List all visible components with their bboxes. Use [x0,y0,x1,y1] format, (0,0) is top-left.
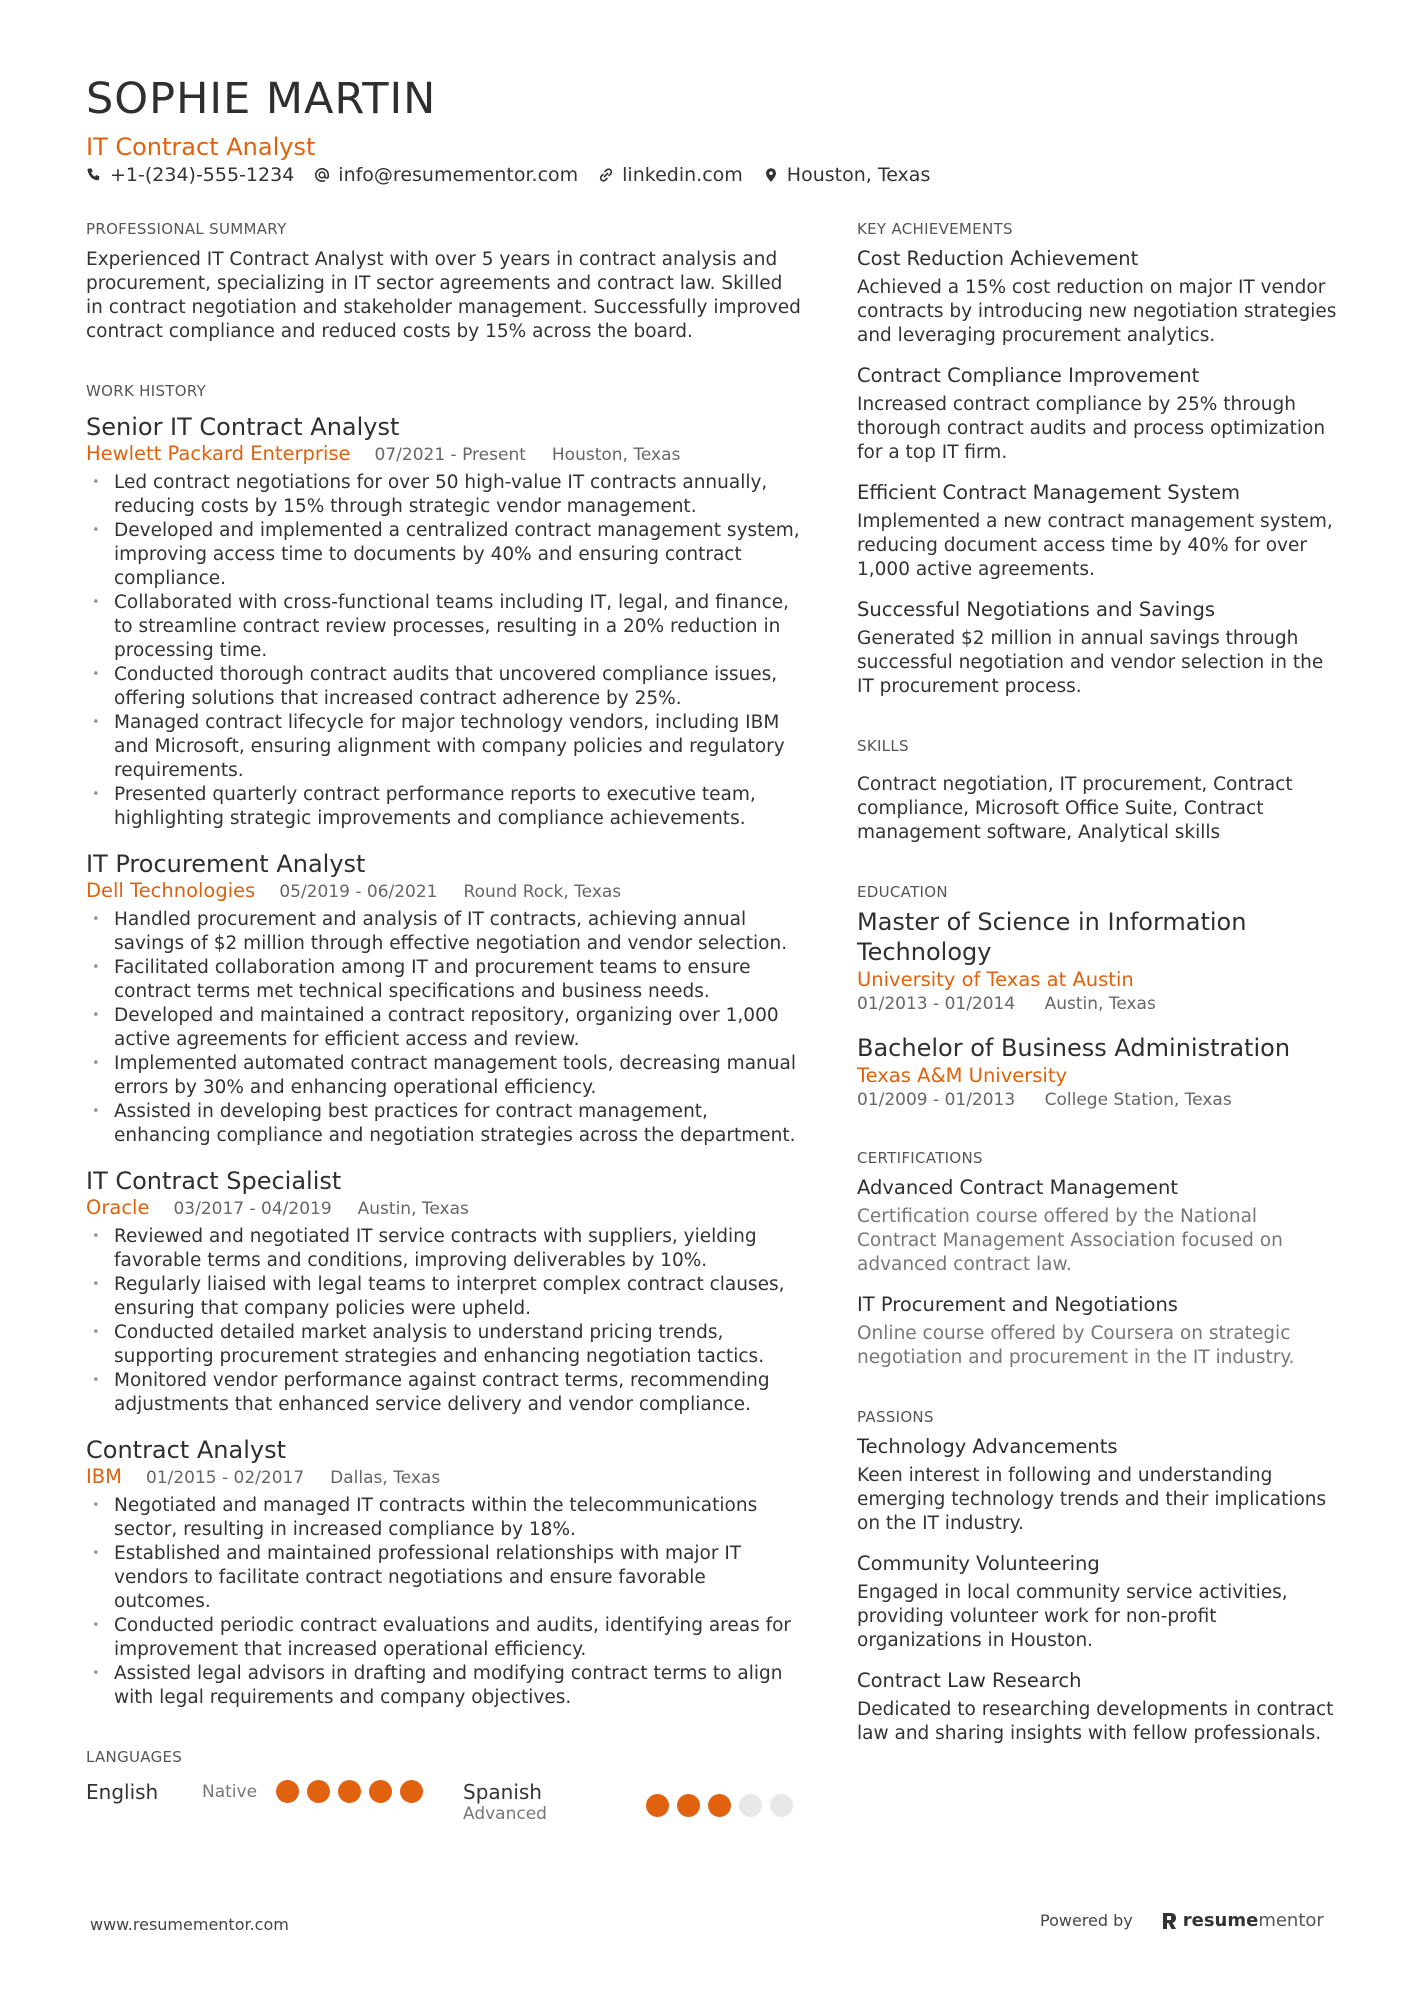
job-dates: 05/2019 - 06/2021 [279,882,438,902]
rating-dot [276,1780,299,1803]
achievements-heading: KEY ACHIEVEMENTS [857,220,1013,238]
achievement-title: Efficient Contract Management System [857,481,1240,504]
candidate-name: SOPHIE MARTIN [86,74,437,124]
skills-text: Contract negotiation, IT procurement, Contract compliance, Microsoft Office Suite, Contract management software, Analytical skills [857,774,1293,843]
job-title: Senior IT Contract Analyst [86,413,400,441]
achievement-item [857,363,1337,465]
job-bullet: • Conducted detailed market analysis to understand pricing trends, supporting procurement strategies and enhancing negotiation tactics. [86,1321,801,1369]
certifications-heading: CERTIFICATIONS [857,1149,983,1167]
degree-title: Master of Science in Information Technology [857,908,1247,966]
contact-location [763,164,931,186]
certification-item [857,1292,1337,1370]
achievement-title: Cost Reduction Achievement [857,247,1139,270]
passion-title: Community Volunteering [857,1552,1100,1575]
job-bullet: • Established and maintained professional relationships with major IT vendors to facilitate contract negotiations and ensure favorable outcomes. [86,1542,801,1614]
language-level: Advanced [463,1804,547,1824]
contact-linkedin[interactable] [598,164,743,186]
job-bullets [86,1225,801,1417]
education-location: Austin, Texas [1044,994,1156,1014]
job-title: IT Contract Specialist [86,1167,342,1195]
rating-dot [307,1780,330,1803]
candidate-role: IT Contract Analyst [86,133,316,161]
resumementor-logo-icon [1161,1912,1177,1930]
education-item [857,1033,1337,1111]
job-bullets [86,908,801,1148]
location-text: Houston, Texas [786,164,931,186]
job-entry [86,849,801,1148]
job-bullet: • Collaborated with cross-functional teams including IT, legal, and finance, to streamline contract review processes, resulting in a 20% reduction in processing time. [86,591,801,663]
job-title: IT Procurement Analyst [86,850,366,878]
powered-by-text: Powered by [1040,1911,1133,1930]
achievement-text: Generated $2 million in annual savings through successful negotiation and vendor selection in the IT procurement process. [857,628,1324,697]
language-label [86,1780,202,1804]
job-company: Oracle [86,1196,150,1219]
job-entry [86,1166,801,1417]
job-bullet: • Developed and maintained a contract repository, organizing over 1,000 active agreements for efficient access and review. [86,1004,801,1052]
work-heading: WORK HISTORY [86,382,207,400]
phone-icon [86,167,102,183]
job-bullets [86,471,801,831]
job-bullet: • Conducted periodic contract evaluations and audits, identifying areas for improvement that increased operational efficiency. [86,1614,801,1662]
passion-title: Contract Law Research [857,1669,1082,1692]
language-spanish [463,1780,801,1824]
education-section [857,883,1337,1111]
job-bullet: • Monitored vendor performance against contract terms, recommending adjustments that enhanced service delivery and vendor compliance. [86,1369,801,1417]
achievement-title: Contract Compliance Improvement [857,364,1200,387]
education-dates: 01/2009 - 01/2013 [857,1090,1016,1110]
job-location: Houston, Texas [551,445,681,465]
language-rating [276,1780,431,1803]
achievement-item [857,246,1337,348]
achievement-item [857,480,1337,582]
contact-phone [86,164,294,186]
certification-title: Advanced Contract Management [857,1176,1179,1199]
languages-row [86,1780,801,1824]
job-bullet: • Managed contract lifecycle for major technology vendors, including IBM and Microsoft, ensuring alignment with company policies and regulatory requirements. [86,711,801,783]
languages-heading: LANGUAGES [86,1748,183,1766]
summary-heading: PROFESSIONAL SUMMARY [86,220,287,238]
job-entry [86,412,801,831]
language-name: English [86,1780,159,1804]
achievement-title: Successful Negotiations and Savings [857,598,1216,621]
rating-dot [677,1794,700,1817]
passion-text: Engaged in local community service activities, providing volunteer work for non-profit organizations in Houston. [857,1582,1288,1651]
job-meta [86,1196,801,1221]
brand-bold: resume [1182,1910,1259,1931]
location-pin-icon [763,167,779,183]
job-entry [86,1435,801,1710]
passion-text: Keen interest in following and understanding emerging technology trends and their implications on the IT industry. [857,1465,1327,1534]
certification-item [857,1175,1337,1277]
rating-dot [369,1780,392,1803]
job-bullet: • Developed and implemented a centralized contract management system, improving access time to documents by 40% and ensuring contract compliance. [86,519,801,591]
passion-item [857,1668,1337,1746]
work-section [86,382,801,1710]
job-bullet: • Assisted in developing best practices for contract management, enhancing compliance and negotiation strategies across the department. [86,1100,801,1148]
summary-section [86,220,801,344]
certification-text: Certification course offered by the National Contract Management Association focused on advanced contract law. [857,1206,1283,1275]
passion-item [857,1434,1337,1536]
job-bullet: • Implemented automated contract management tools, decreasing manual errors by 30% and enhancing operational efficiency. [86,1052,801,1100]
rating-dot [338,1780,361,1803]
skills-section [857,737,1337,845]
achievement-item [857,597,1337,699]
job-location: Round Rock, Texas [463,882,622,902]
achievement-text: Achieved a 15% cost reduction on major IT vendor contracts by introducing new negotiation strategies and leveraging procurement analytics. [857,277,1337,346]
passions-heading: PASSIONS [857,1408,934,1426]
rating-dot [770,1794,793,1817]
footer-website[interactable]: www.resumementor.com [90,1915,289,1934]
job-dates: 01/2015 - 02/2017 [145,1468,305,1488]
job-dates: 07/2021 - Present [374,445,526,465]
language-name: Spanish [463,1780,542,1804]
job-bullet: • Negotiated and managed IT contracts within the telecommunications sector, resulting in increased compliance by 18%. [86,1494,801,1542]
job-company: Dell Technologies [86,879,256,902]
email-text: info@resumementor.com [338,164,579,186]
linkedin-text: linkedin.com [622,164,743,186]
job-bullet: • Led contract negotiations for over 50 high-value IT contracts annually, reducing costs by 15% through strategic vendor management. [86,471,801,519]
education-item [857,907,1337,1015]
language-label [463,1780,646,1824]
job-bullet: • Presented quarterly contract performance reports to executive team, highlighting strategic improvements and compliance achievements. [86,783,801,831]
job-bullet: • Assisted legal advisors in drafting and modifying contract terms to align with legal requirements and company objectives. [86,1662,801,1710]
achievement-text: Increased contract compliance by 25% through thorough contract audits and process optimization for a top IT firm. [857,394,1326,463]
rating-dot [646,1794,669,1817]
at-icon [314,167,330,183]
job-location: Dallas, Texas [330,1468,441,1488]
rating-dot [708,1794,731,1817]
school-name: University of Texas at Austin [857,968,1134,991]
summary-text: Experienced IT Contract Analyst with over 5 years in contract analysis and procurement, specializing in IT sector agreements and contract law. Skilled in contract negotiation and stakeholder management. Successfully improved contract compliance and reduced costs by 15% across the board. [86,249,801,342]
skills-heading: SKILLS [857,737,909,755]
passion-text: Dedicated to researching developments in contract law and sharing insights with fellow professionals. [857,1699,1334,1744]
job-dates: 03/2017 - 04/2019 [173,1199,332,1219]
job-meta [86,442,801,467]
job-meta [86,879,801,904]
school-name: Texas A&M University [857,1064,1068,1087]
achievements-section [857,220,1337,699]
right-column [857,220,1337,1746]
link-icon [598,167,614,183]
language-level: Native [202,1782,258,1802]
education-heading: EDUCATION [857,883,948,901]
footer-powered [1040,1910,1324,1931]
achievement-text: Implemented a new contract management system, reducing document access time by 40% for over 1,000 active agreements. [857,511,1333,580]
job-bullet: • Reviewed and negotiated IT service contracts with suppliers, yielding favorable terms and conditions, improving deliverables by 10%. [86,1225,801,1273]
phone-text: +1-(234)-555-1234 [110,164,295,186]
education-dates: 01/2013 - 01/2014 [857,994,1016,1014]
job-bullet: • Facilitated collaboration among IT and procurement teams to ensure contract terms met technical specifications and business needs. [86,956,801,1004]
job-bullet: • Conducted thorough contract audits that uncovered compliance issues, offering solutions that increased contract adherence by 25%. [86,663,801,711]
passion-title: Technology Advancements [857,1435,1118,1458]
passion-item [857,1551,1337,1653]
rating-dot [400,1780,423,1803]
rating-dot [739,1794,762,1817]
certification-title: IT Procurement and Negotiations [857,1293,1178,1316]
education-meta [857,1089,1337,1111]
job-title: Contract Analyst [86,1436,286,1464]
job-location: Austin, Texas [357,1199,469,1219]
certification-text: Online course offered by Coursera on strategic negotiation and procurement in the IT industry. [857,1323,1295,1368]
job-meta [86,1465,801,1490]
job-company: IBM [86,1465,122,1488]
brand-rest: mentor [1258,1910,1324,1931]
contact-bar [86,164,950,186]
education-location: College Station, Texas [1044,1090,1232,1110]
contact-email[interactable] [314,164,578,186]
job-bullet: • Regularly liaised with legal teams to interpret complex contract clauses, ensuring that company policies were upheld. [86,1273,801,1321]
job-company: Hewlett Packard Enterprise [86,442,351,465]
education-meta [857,993,1337,1015]
job-bullet: • Handled procurement and analysis of IT contracts, achieving annual savings of $2 million through effective negotiation and vendor selection. [86,908,801,956]
language-english [86,1780,463,1804]
left-column [86,220,801,1824]
language-rating [646,1780,801,1817]
job-bullets [86,1494,801,1710]
brand-logo[interactable] [1161,1910,1324,1931]
languages-section [86,1748,801,1824]
degree-title: Bachelor of Business Administration [857,1034,1291,1062]
passions-section [857,1408,1337,1746]
certifications-section [857,1149,1337,1370]
